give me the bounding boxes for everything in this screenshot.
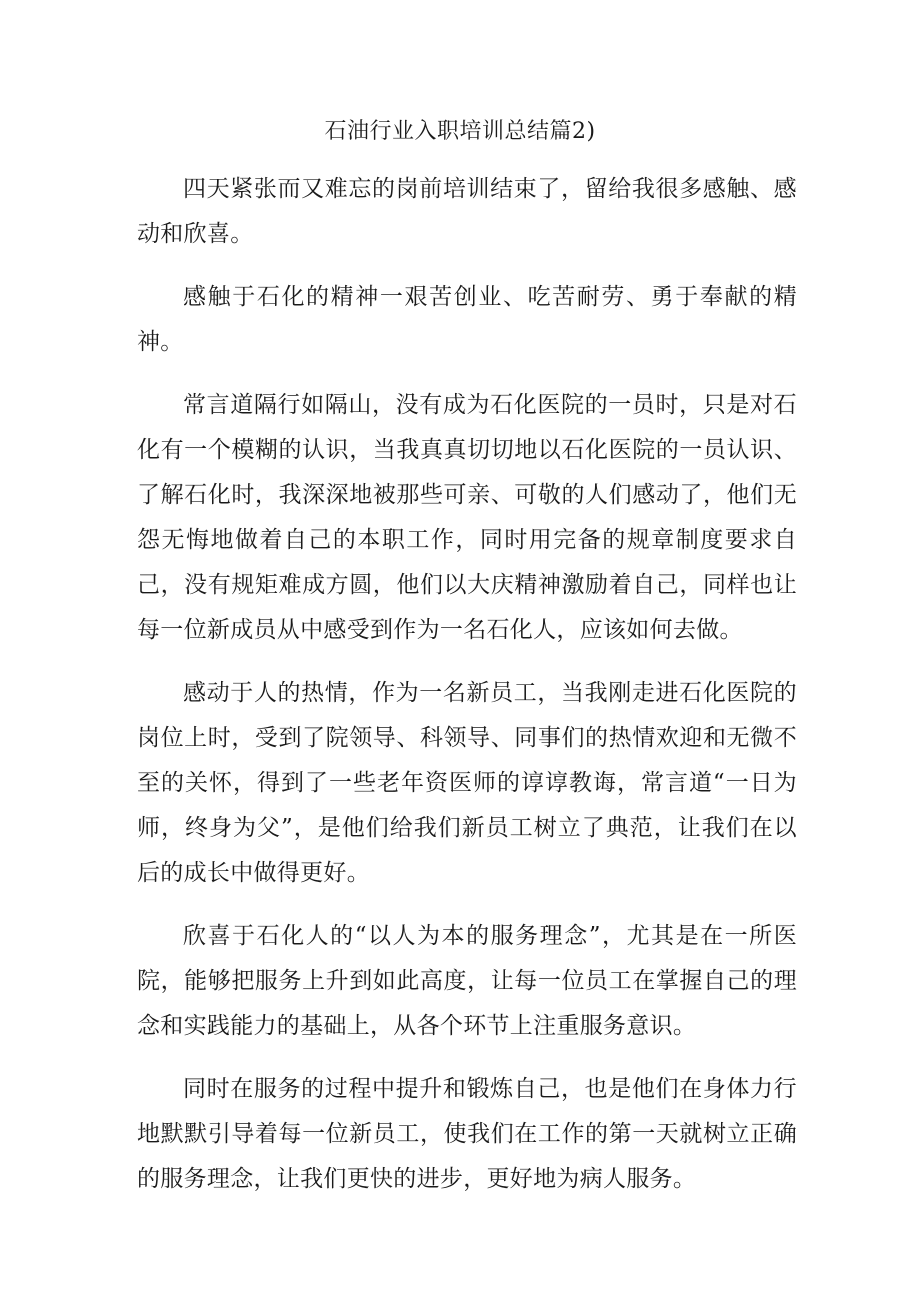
paragraph: 欣喜于石化人的“以人为本的服务理念”，尤其是在一所医院，能够把服务上升到如此高度，让每一位员工在掌握自己的理念和实践能力的基础上，从各个环节上注重服务意识。 [137, 923, 797, 1039]
document-body [137, 167, 797, 1220]
paragraph: 四天紧张而又难忘的岗前培训结束了，留给我很多感触、感动和欣喜。 [137, 176, 797, 247]
paragraph: 感触于石化的精神一艰苦创业、吃苦耐劳、勇于奉献的精神。 [137, 284, 797, 355]
document-title: 石油行业入职培训总结篇2) [324, 119, 596, 144]
paragraph: 感动于人的热情，作为一名新员工，当我刚走进石化医院的岗位上时，受到了院领导、科领导、同事们的热情欢迎和无微不至的关怀，得到了一些老年资医师的谆谆教诲，常言道“一日为师，终身为父”，是他们给我们新员工树立了典范，让我们在以后的成长中做得更好。 [137, 680, 797, 886]
paragraph: 同时在服务的过程中提升和锻炼自己，也是他们在身体力行地默默引导着每一位新员工，使我们在工作的第一天就树立正确的服务理念，让我们更快的进步，更好地为病人服务。 [137, 1076, 797, 1192]
paragraph: 常言道隔行如隔山，没有成为石化医院的一员时，只是对石化有一个模糊的认识，当我真真切切地以石化医院的一员认识、了解石化时，我深深地被那些可亲、可敬的人们感动了，他们无怨无悔地做着自己的本职工作，同时用完备的规章制度要求自己，没有规矩难成方圆，他们以大庆精神激励着自己，同样也让每一位新成员从中感受到作为一名石化人，应该如何去做。 [137, 392, 797, 643]
